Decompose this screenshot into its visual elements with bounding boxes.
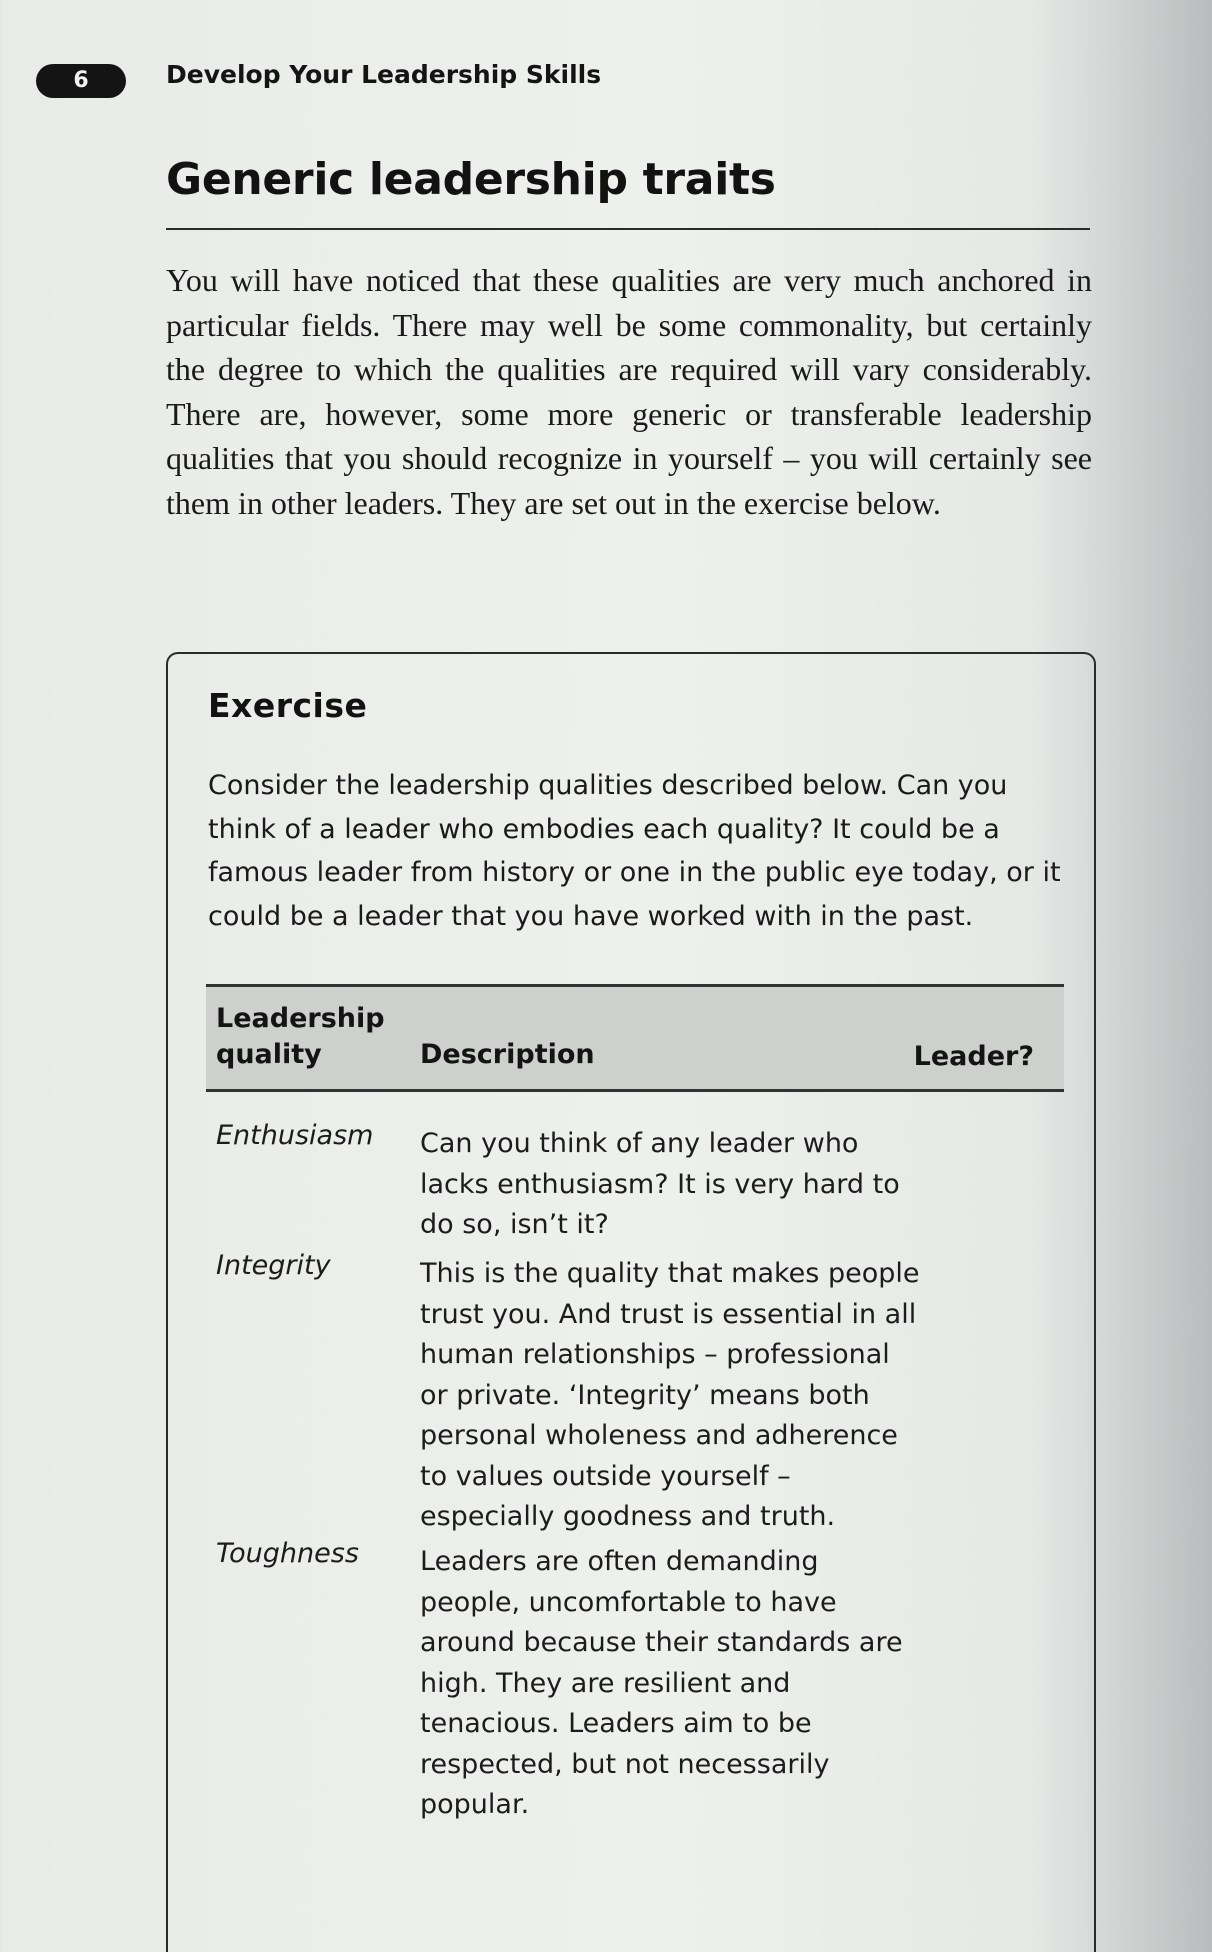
table-header: [206, 984, 1064, 1092]
exercise-box: [166, 652, 1096, 1952]
column-header-description: Description: [420, 1039, 595, 1070]
page-number: 6: [36, 64, 126, 98]
exercise-instructions: Consider the leadership qualities described below. Can you think of a leader who embodies each quality? It could be a famous leader from history or one in the public eye today, or it could be a leader that you have worked with in the past.: [208, 770, 1061, 932]
column-header-quality: Leadership quality: [216, 1003, 385, 1070]
running-head: Develop Your Leadership Skills: [166, 60, 602, 89]
quality-cell: Enthusiasm: [216, 1120, 374, 1151]
section-title: Generic leadership traits: [166, 154, 776, 205]
quality-cell: Integrity: [216, 1250, 331, 1281]
column-header-leader: Leader?: [913, 1041, 1034, 1072]
description-cell: Leaders are often demanding people, uncomfortable to have around because their standards are high. They are resilient and tenacious. Leaders aim to be respected, but not necessarily popular.: [420, 1546, 903, 1820]
title-divider: [166, 228, 1090, 230]
quality-cell: Toughness: [216, 1538, 359, 1569]
description-cell: Can you think of any leader who lacks enthusiasm? It is very hard to do so, isn’t it?: [420, 1128, 900, 1240]
exercise-heading: Exercise: [208, 686, 368, 725]
description-cell: This is the quality that makes people trust you. And trust is essential in all human relationships – professional or private. ‘Integrity’ means both personal wholeness and adherence to values outside yourself – especially goodness and truth.: [420, 1258, 920, 1532]
intro-paragraph: You will have noticed that these qualities are very much anchored in particular fields. There may well be some commonality, but certainly the degree to which the qualities are required will vary considerably. There are, however, some more generic or transferable leadership qualities that you should recognize in yourself – you will certainly see them in other leaders. They are set out in the exercise below.: [166, 262, 1092, 521]
